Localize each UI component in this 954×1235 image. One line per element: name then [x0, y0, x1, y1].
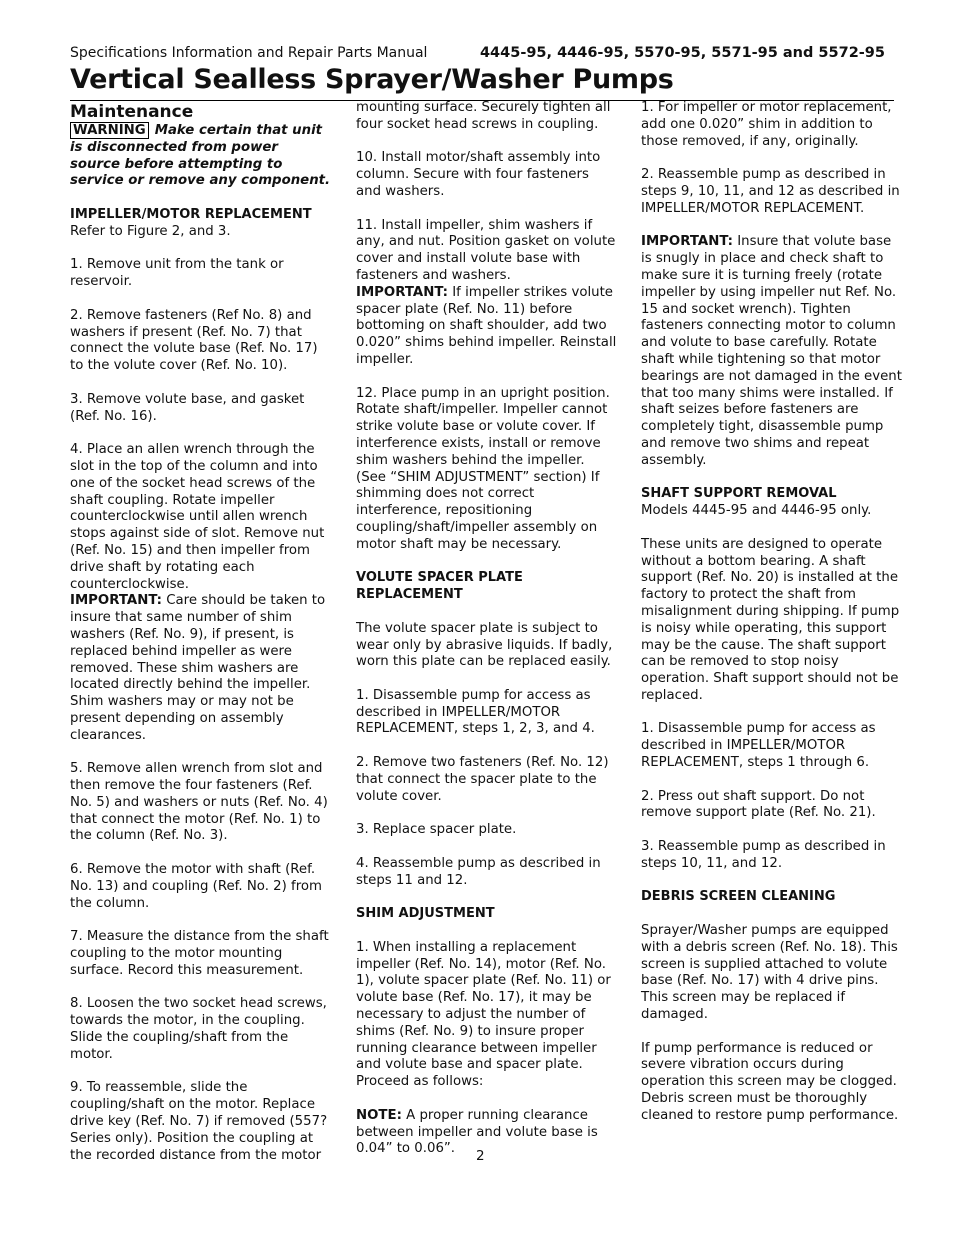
important-note-3: [641, 234, 903, 469]
step-1: 1. Remove unit from the tank or reservoir.: [70, 257, 284, 290]
page-title: Vertical Sealless Sprayer/Washer Pumps: [70, 64, 674, 95]
section-heading-maintenance: Maintenance: [70, 102, 194, 122]
shaft-step-1: 1. Disassemble pump for access as described in IMPELLER/MOTOR REPLACEMENT, steps 1 through 6.: [641, 721, 876, 771]
important-note-2: [356, 285, 618, 369]
heading-shim-adjustment: SHIM ADJUSTMENT: [356, 906, 495, 922]
heading-impeller-motor-replacement: IMPELLER/MOTOR REPLACEMENT: [70, 206, 312, 222]
important-note-1: [70, 593, 332, 744]
volute-step-4: 4. Reassemble pump as described in steps 11 and 12.: [356, 855, 601, 888]
shim-step-2: 2. Reassemble pump as described in steps 9, 10, 11, and 12 as described in IMPELLER/MOTOR REPLACEMENT.: [641, 167, 900, 216]
shim-step-1: 1. When installing a replacement impeller (Ref. No. 14), motor (Ref. No. 1), volute spacer plate (Ref. No. 11) or volute base (Ref. No. 17), it may be necessary to adjust the number of shims (Ref. No. 9) to insure proper running clearance between impeller and volute base and spacer plate. Proceed as follows:: [356, 939, 611, 1090]
step-8: 8. Loosen the two socket head screws, towards the motor, in the coupling. Slide the coupling/shaft from the motor.: [70, 996, 327, 1062]
models-note: Models 4445-95 and 4446-95 only.: [641, 503, 872, 519]
model-numbers: 4445-95, 4446-95, 5570-95, 5571-95 and 5572-95: [479, 45, 885, 61]
warning-paragraph: [70, 123, 332, 190]
column-2: [356, 100, 618, 1175]
shaft-step-2: 2. Press out shaft support. Do not remove support plate (Ref. No. 21).: [641, 788, 876, 821]
column-3: [641, 100, 903, 1141]
note-text: A proper running clearance between impeller and volute base is 0.04” to 0.06”.: [356, 1107, 598, 1157]
important-label: IMPORTANT:: [356, 284, 448, 300]
note-label: NOTE:: [356, 1107, 402, 1123]
debris-paragraph-2: If pump performance is reduced or severe vibration occurs during operation this screen may be clogged. Debris screen must be thoroughly cleaned to restore pump performance.: [641, 1040, 899, 1123]
important-text: Insure that volute base is snugly in place and check shaft to make sure it is turning freely (rotate impeller by using impeller nut Ref. No. 15 and socket wrench). Tighten fasteners connecting motor to column and volute to base carefully. Rotate shaft while tightening so that motor bearings are not damaged in the event that too many shims were installed. If shaft seizes before fasteners are completely tight, disassemble pump and remove two shims and repeat assembly.: [641, 234, 902, 468]
refer-figure: Refer to Figure 2, and 3.: [70, 223, 231, 239]
note-paragraph: [356, 1108, 618, 1158]
shim-step-1b: 1. For impeller or motor replacement, add one 0.020” shim in addition to those removed, if any, originally.: [641, 100, 892, 149]
volute-step-1: 1. Disassemble pump for access as described in IMPELLER/MOTOR REPLACEMENT, steps 1, 2, 3, and 4.: [356, 687, 595, 737]
page-number: 2: [476, 1148, 485, 1164]
step-4: 4. Place an allen wrench through the slot in the top of the column and into one of the socket head screws of the shaft coupling. Rotate impeller counterclockwise until allen wrench stops against side of slot. Remove nut (Ref. No. 15) and then impeller from drive shaft by rotating each counterclockwise.: [70, 442, 325, 592]
warning-label: WARNING: [70, 122, 149, 139]
warning-text: Make certain that unit is disconnected from power source before attempting to service or remove any component.: [70, 123, 331, 189]
step-5: 5. Remove allen wrench from slot and then remove the four fasteners (Ref. No. 5) and washers or nuts (Ref. No. 4) that connect the motor (Ref. No. 1) to the column (Ref. No. 3).: [70, 761, 328, 844]
step-9-continued: mounting surface. Securely tighten all four socket head screws in coupling.: [356, 100, 611, 132]
step-10: 10. Install motor/shaft assembly into column. Secure with four fasteners and washers.: [356, 150, 601, 199]
heading-debris-screen-cleaning: DEBRIS SCREEN CLEANING: [641, 889, 836, 905]
heading-volute-spacer-plate: VOLUTE SPACER PLATE REPLACEMENT: [356, 570, 523, 603]
important-text: Care should be taken to insure that same number of shim washers (Ref. No. 9), if present, is replaced behind impeller as were removed. These shim washers are located directly behind the impeller. Shim washers may or may not be present depending on assembly clearances.: [70, 593, 326, 743]
step-11: 11. Install impeller, shim washers if any, and nut. Position gasket on volute cover and install volute base with fasteners and washers.: [356, 217, 616, 283]
step-2: 2. Remove fasteners (Ref No. 8) and washers if present (Ref. No. 7) that connect the volute base (Ref. No. 17) to the volute cover (Ref. No. 10).: [70, 307, 318, 374]
important-label: IMPORTANT:: [641, 234, 733, 250]
important-label: IMPORTANT:: [70, 593, 162, 609]
volute-step-3: 3. Replace spacer plate.: [356, 822, 517, 838]
important-text: If impeller strikes volute spacer plate (Ref. No. 11) before bottoming on shaft shoulder, add two 0.020” shims behind impeller. Reinstall impeller.: [356, 284, 617, 367]
step-7: 7. Measure the distance from the shaft coupling to the motor mounting surface. Record this measurement.: [70, 929, 329, 978]
column-1: [70, 100, 332, 1181]
step-3: 3. Remove volute base, and gasket (Ref. No. 16).: [70, 391, 305, 424]
step-9: 9. To reassemble, slide the coupling/shaft on the motor. Replace drive key (Ref. No. 7) if removed (557? Series only). Position the coupling at the recorded distance from the motor: [70, 1080, 328, 1163]
volute-step-2: 2. Remove two fasteners (Ref. No. 12) that connect the spacer plate to the volute cover.: [356, 755, 609, 804]
heading-shaft-support-removal: SHAFT SUPPORT REMOVAL: [641, 486, 837, 502]
volute-intro: The volute spacer plate is subject to wear only by abrasive liquids. If badly, worn this plate can be replaced easily.: [356, 620, 613, 670]
shaft-intro: These units are designed to operate without a bottom bearing. A shaft support (Ref. No. 20) is installed at the factory to protect the shaft from misalignment during shipping. If pump is noisy while operating, this support may be the cause. The shaft support can be removed to stop noisy operation. Shaft support should not be replaced.: [641, 536, 900, 703]
shaft-step-3: 3. Reassemble pump as described in steps 10, 11, and 12.: [641, 839, 886, 871]
manual-subtitle: Specifications Information and Repair Parts Manual: [70, 45, 428, 61]
step-12: 12. Place pump in an upright position. Rotate shaft/impeller. Impeller cannot strike volute base or volute cover. If interference exists, install or remove shim washers behind the impeller. (See “SHIM ADJUSTMENT” section) If shimming does not correct interference, repositioning coupling/shaft/impeller assembly on motor shaft may be necessary.: [356, 385, 610, 552]
step-6: 6. Remove the motor with shaft (Ref. No. 13) and coupling (Ref. No. 2) from the column.: [70, 862, 322, 911]
debris-paragraph-1: Sprayer/Washer pumps are equipped with a debris screen (Ref. No. 18). This screen is supplied attached to volute base (Ref. No. 17) with 4 drive pins. This screen may be replaced if damaged.: [641, 923, 898, 1023]
